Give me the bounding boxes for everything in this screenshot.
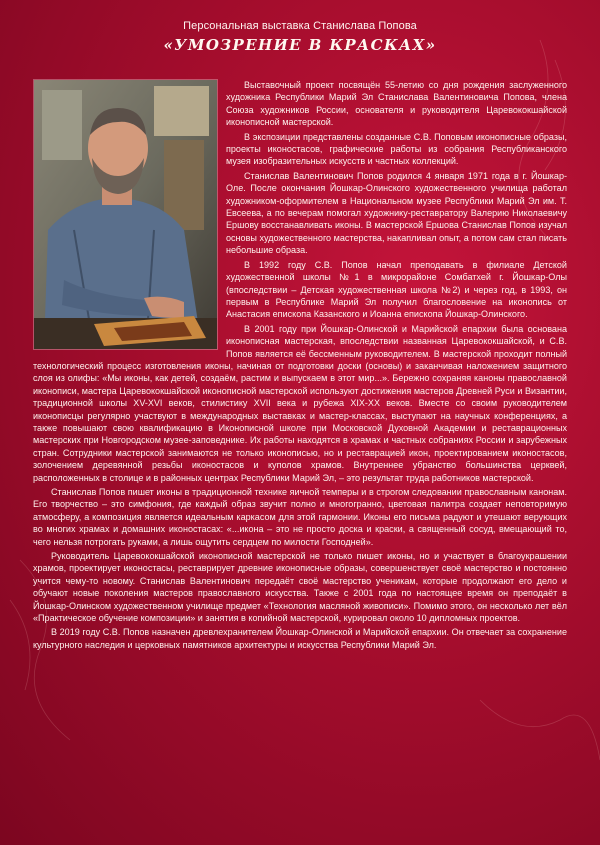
photo-spacer (33, 79, 226, 359)
paragraph-exposition: В экспозиции представлены созданные С.В. Поповым иконописные образы, проекты иконостасов, графические работы из собрания Республиканского музея изобразительных искусств и частных коллекций. (226, 131, 567, 167)
paragraph-intro: Выставочный проект посвящён 55-летию со дня рождения заслуженного художника Республики Марий Эл Станислава Валентиновича Попова, члена Союза художников России, основателя и руководителя Царевококшайской иконописной мастерской. (226, 80, 567, 128)
page-header (0, 20, 600, 54)
article-body (33, 79, 567, 653)
exhibition-supertitle: Персональная выставка Станислава Попова (183, 20, 417, 32)
paragraph-biography: Станислав Валентинович Попов родился 4 января 1971 года в г. Йошкар-Оле. После окончания Йошкар-Олинского художественного училища работал художником-оформителем в Национальном музее Республики Марий Эл им. Т. Евсеева, а по вечерам помогал художнику-реставратору Валерию Николаевичу Ершову восстанавливать иконы. В мастерской Ершова Станислав Попов изучал основы художественного мастерства, накапливал опыт, а потом сам стал писать небольшие образа. (226, 170, 567, 256)
paragraph-technique: Станислав Попов пишет иконы в традиционной технике яичной темперы и в строгом следовании православным канонам. Его творчество – это симфония, где каждый образ звучит полно и многогранно, цветовая палитра создает неповторимую атмосферу, а композиция является идеальным каркасом для этой гармонии. Иконы его письма радуют и утешают верующих во многих храмах и домашних иконостасах: «...икона – это не просто доска и краски, а священный сосуд, вмещающий то, чего нельзя потрогать руками, а лишь ощутить сердцем по милости Господней». (33, 487, 567, 547)
paragraph-workshop: В 2001 году при Йошкар-Олинской и Марийской епархии была основана иконописная мастерская, впоследствии названная Царевококшайской, и С.В. Попов является её бессменным руководителем. В мастерской проходит полный технологический процесс изготовления иконы, начиная от подготовки доски (основы) и заканчивая наложением защитного слоя из олифы: «Мы иконы, как детей, создаём, растим и выпускаем в этот мир...». Бережно сохраняя каноны православной иконописи, мастера Царевококшайской иконописной мастерской используют достижения мастеров Древней Руси и Византии, традиционной школы XV-XVI веков, стилистику XVII века и рубежа XIX-XX веков. Вместе со своим руководителем иконописцы регулярно участвуют в международных выставках и мастер-классах, выступают на научных конференциях, а также повышают свою квалификацию в Иконописной школе при Московской Духовной Академии и реставрационных мастерских при Новгородском музее-заповеднике. Их работы находятся в храмах и частных собраниях России и зарубежных стран. Сотрудники мастерской занимаются не только иконописью, но и реставрацией икон, проектированием иконостасов, золочением деревянной резьбы иконостасов и куполов храмов. Внутреннее убранство большинства церквей, расположенных в столице и в районных центрах Республики Марий Эл, – это результат труда работников мастерской. (33, 323, 567, 483)
paragraph-2019: В 2019 году С.В. Попов назначен древлехранителем Йошкар-Олинской и Марийской епархии. Он отвечает за сохранение культурного наследия и церковных памятников архитектуры и искусства Республики Марий Эл. (33, 627, 567, 650)
paragraph-teaching: В 1992 году С.В. Попов начал преподавать в филиале Детской художественной школы №1 в микрорайоне Сомбатхей г. Йошкар-Олы (впоследствии – Детская художественная школа №2) и через год, в 1993, он первым в Республике Марий Эл получил благословение на иконопись от Анастасия епископа Казанского и Иоанна епископа Йошкар-Олинского. (226, 259, 567, 320)
paragraph-leadership: Руководитель Царевококшайской иконописной мастерской не только пишет иконы, но и участвует в благоукрашении храмов, проектирует иконостасы, реставрирует древние иконописные образы, совершенствует своё мастерство и постоянно учится чему-то новому. Станислав Валентинович передаёт своё мастерство ученикам, которые продолжают его дело и обучают новые поколения мастеров православного искусства. Также с 2001 года по настоящее время он преподаёт в Йошкар-Олинском художественном училище предмет «Технология масляной живописи». Помимо этого, он несколько лет вёл «Практическое обучение композиции» и занятия в копийной мастерской, курировал около 10 дипломных проектов. (33, 551, 567, 624)
exhibition-title: «УМОЗРЕНИЕ В КРАСКАХ» (163, 36, 437, 54)
